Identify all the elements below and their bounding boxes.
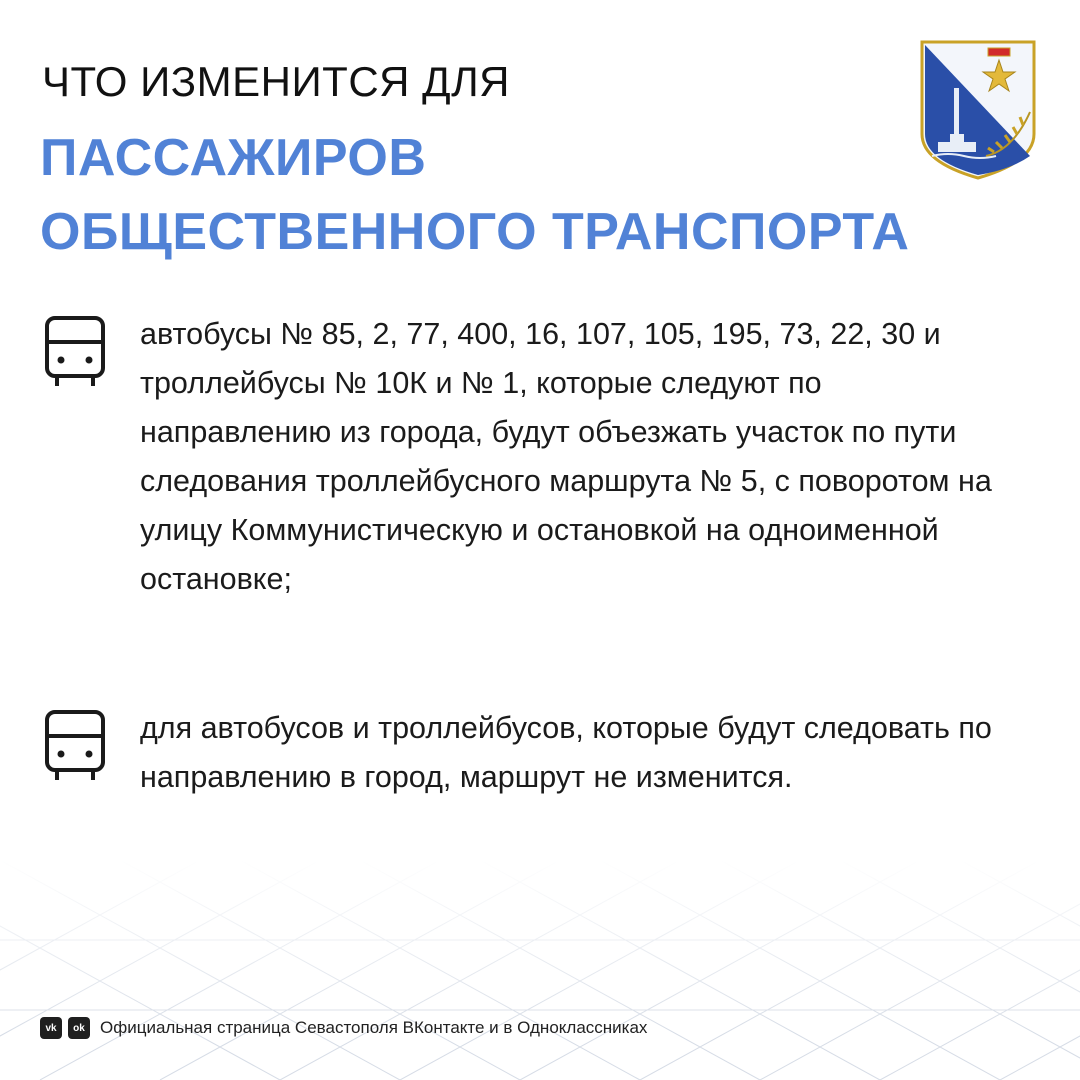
footer-text: Официальная страница Севастополя ВКонтакте и в Одноклассниках (100, 1018, 648, 1037)
vk-icon[interactable]: vk (40, 1017, 62, 1039)
title-line-1: ЧТО ИЗМЕНИТСЯ ДЛЯ (42, 58, 510, 105)
bus-icon (44, 710, 106, 782)
item-text: для автобусов и троллейбусов, которые будут следовать по направлению в город, маршрут не изменится. (140, 711, 992, 794)
bus-icon (44, 316, 106, 388)
footer (40, 1017, 647, 1039)
odnoklassniki-icon[interactable]: ok (68, 1017, 90, 1039)
title-line-2: ПАССАЖИРОВ (40, 129, 427, 187)
title-line-3: ОБЩЕСТВЕННОГО ТРАНСПОРТА (40, 203, 910, 261)
item-text: автобусы № 85, 2, 77, 400, 16, 107, 105, 195, 73, 22, 30 и троллейбусы № 10К и № 1, которые следуют по направлению из города, будут объезжать участок по пути следования троллейбусного маршрута № 5, с поворотом на улицу Коммунистическую и остановкой на одноименной остановке; (140, 317, 992, 596)
sevastopol-coat-of-arms-icon (918, 38, 1038, 182)
